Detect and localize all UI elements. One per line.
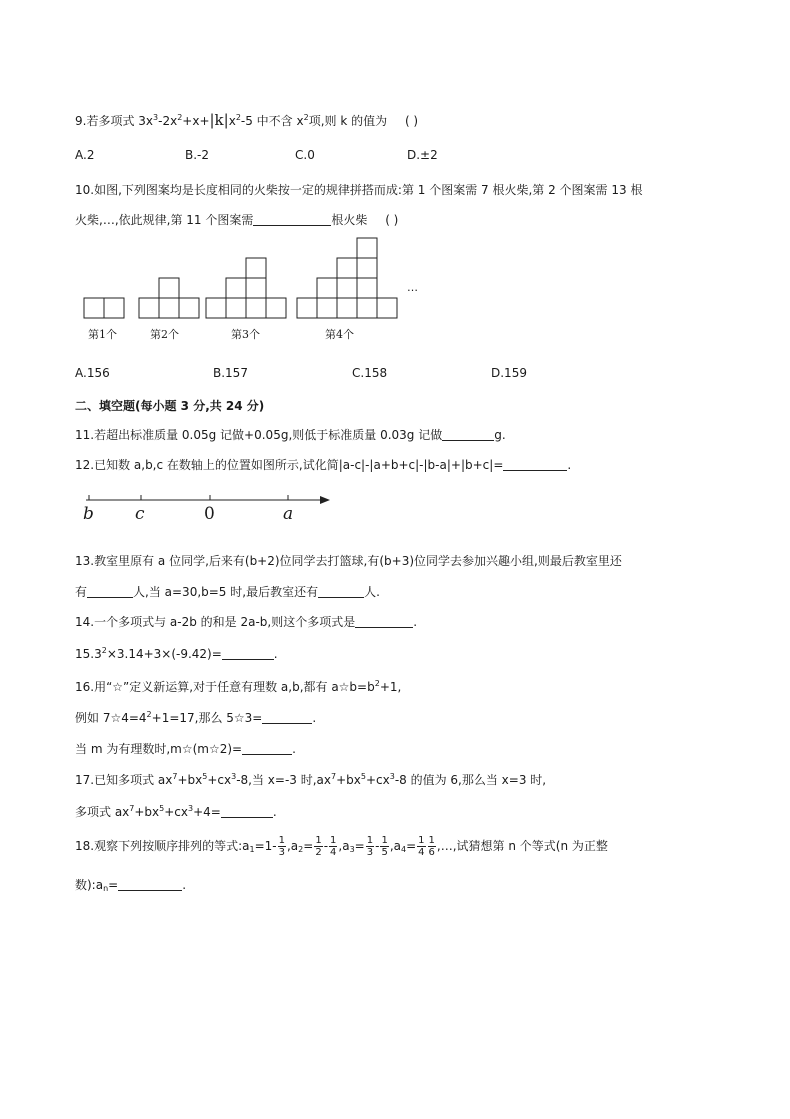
q15-text: ×3.14+3×(-9.42)=	[106, 647, 222, 661]
q9-answer-paren: ( )	[404, 114, 419, 128]
q9-text: 项,则 k 的值为	[308, 114, 388, 128]
figure-label-3: 第3个	[231, 328, 260, 341]
q17-text: +cx	[164, 805, 189, 819]
q16-blank-1	[262, 711, 312, 724]
q16-text: 16.用“☆”定义新运算,对于任意有理数 a,b,都有 a☆b=b	[75, 680, 375, 694]
q9-options	[75, 148, 675, 164]
fraction	[380, 835, 388, 858]
q18-sub: 3	[349, 845, 355, 854]
q17-exp: 3	[231, 772, 237, 781]
q16-text: +1=17,那么 5☆3=	[151, 711, 263, 725]
fraction	[329, 835, 337, 858]
denominator: 5	[381, 847, 388, 858]
q16-line2	[75, 709, 316, 726]
q16-text: +1,	[379, 680, 402, 694]
q16-exp: 2	[146, 710, 152, 719]
q10-answer-paren: ( )	[385, 213, 399, 227]
question-14	[75, 613, 417, 630]
q18-sub: 4	[401, 845, 407, 854]
q11-blank	[442, 428, 494, 441]
q14-text: 14.一个多项式与 a-2b 的和是 2a-b,则这个多项式是	[75, 615, 356, 629]
numerator: 1	[381, 835, 388, 846]
numerator: 1	[278, 835, 285, 846]
q16-exp: 2	[374, 679, 380, 688]
q10-option-a: A.156	[75, 366, 110, 380]
denominator: 3	[278, 847, 285, 858]
q18-text: =	[406, 839, 417, 853]
fraction	[366, 835, 374, 858]
q10-ellipsis: …	[407, 281, 418, 294]
q17-exp: 3	[389, 772, 395, 781]
q12-text: 12.已知数 a,b,c 在数轴上的位置如图所示,试化简|a-c|-|a+b+c|-|b-a|+|b+c|=	[75, 458, 504, 472]
q17-blank	[221, 805, 273, 818]
numerator: 1	[418, 835, 425, 846]
q17-exp: 7	[129, 804, 135, 813]
q10-options	[75, 366, 675, 382]
q16-blank-2	[242, 742, 292, 755]
q18-text: ,a	[338, 839, 350, 853]
q13-text: 有	[75, 585, 88, 599]
q17-line2	[75, 803, 277, 820]
axis-label-b: b	[83, 504, 94, 524]
q18-text: ,a	[389, 839, 401, 853]
q14-blank	[355, 615, 413, 628]
q13-blank-2	[318, 585, 364, 598]
pattern-3	[206, 258, 286, 318]
q9-option-c: C.0	[295, 148, 315, 162]
q18-sub: 1	[249, 845, 255, 854]
q10-line1: 10.如图,下列图案均是长度相同的火柴按一定的规律拼搭而成:第 1 个图案需 7 根火柴,第 2 个图案需 13 根	[75, 183, 643, 197]
q16-line1	[75, 678, 401, 695]
q17-exp: 5	[202, 772, 208, 781]
q18-text: -	[323, 839, 329, 853]
q9-exp: 2	[235, 113, 241, 122]
q18-text: =	[303, 839, 314, 853]
denominator: 6	[428, 847, 435, 858]
pattern-4	[297, 238, 397, 318]
q18-text: =	[108, 878, 119, 892]
q17-text: .	[272, 805, 277, 819]
fraction	[314, 835, 322, 858]
axis-label-a: a	[283, 504, 294, 524]
q17-text: 多项式 ax	[75, 805, 130, 819]
q10-line2	[75, 211, 398, 228]
question-11	[75, 426, 506, 443]
fraction	[278, 835, 286, 858]
q13-text: 人.	[364, 585, 380, 599]
q10-matchstick-patterns	[80, 236, 510, 326]
fraction	[428, 835, 436, 858]
fraction	[417, 835, 425, 858]
numerator: 1	[330, 835, 337, 846]
q9-text: +x+	[182, 114, 210, 128]
q18-text: =	[354, 839, 365, 853]
q17-text: +4=	[193, 805, 221, 819]
q9-option-b: B.-2	[185, 148, 210, 162]
q10-option-c: C.158	[352, 366, 388, 380]
q17-text: +cx	[365, 773, 390, 787]
section-2-heading: 二、填空题(每小题 3 分,共 24 分)	[75, 399, 265, 413]
q18-text: .	[182, 878, 187, 892]
question-9	[75, 111, 418, 129]
q9-abs-k: |k|	[209, 111, 229, 129]
q9-exp: 3	[153, 113, 159, 122]
q9-number: 9.	[75, 114, 87, 128]
q18-sub: 2	[298, 845, 304, 854]
q15-text: 15.3	[75, 647, 102, 661]
figure-label-4: 第4个	[325, 328, 354, 341]
q10-option-d: D.159	[491, 366, 527, 380]
q17-text: +bx	[134, 805, 160, 819]
q10-text: 根火柴	[331, 213, 368, 227]
q10-blank	[253, 213, 331, 226]
denominator: 4	[418, 847, 425, 858]
q16-text: .	[292, 742, 296, 756]
q17-text: -8,当 x=-3 时,ax	[236, 773, 331, 787]
q18-text: ,…,试猜想第 n 个等式(n 为正整	[436, 839, 608, 853]
denominator: 4	[330, 847, 337, 858]
q12-axis-labels	[78, 504, 338, 526]
q13-line2	[75, 583, 380, 600]
q9-text: x	[228, 114, 236, 128]
q17-exp: 7	[331, 772, 337, 781]
numerator: 1	[428, 835, 435, 846]
q9-text: 若多项式 3x	[86, 114, 154, 128]
q18-text: 数):a	[75, 878, 104, 892]
q11-text: 11.若超出标准质量 0.05g 记做+0.05g,则低于标准质量 0.03g 记做	[75, 428, 443, 442]
q17-text: 17.已知多项式 ax	[75, 773, 173, 787]
q15-blank	[222, 647, 274, 660]
q18-line1	[75, 835, 608, 858]
q13-blank-1	[87, 585, 133, 598]
q17-exp: 7	[172, 772, 178, 781]
numerator: 1	[366, 835, 374, 846]
q9-exp: 2	[177, 113, 183, 122]
q17-text: -8 的值为 6,那么当 x=3 时,	[394, 773, 547, 787]
q10-option-b: B.157	[213, 366, 248, 380]
q14-text: .	[413, 615, 418, 629]
q15-exp: 2	[101, 646, 107, 655]
q16-text: 当 m 为有理数时,m☆(m☆2)=	[75, 742, 243, 756]
denominator: 3	[366, 847, 374, 858]
q17-text: +cx	[207, 773, 232, 787]
pattern-1	[84, 298, 124, 318]
q9-exp: 2	[303, 113, 309, 122]
q11-text: g.	[494, 428, 506, 442]
q12-blank	[503, 458, 567, 471]
q16-text: 例如 7☆4=4	[75, 711, 147, 725]
q9-text: -5 中不含 x	[240, 114, 304, 128]
q17-text: +bx	[177, 773, 203, 787]
q10-text: 火柴,…,依此规律,第 11 个图案需	[75, 213, 254, 227]
q18-text: =1-	[254, 839, 277, 853]
q13-line1: 13.教室里原有 a 位同学,后来有(b+2)位同学去打篮球,有(b+3)位同学去参加兴趣小组,则最后教室里还	[75, 554, 622, 568]
q18-text: ,a	[286, 839, 299, 853]
q12-text: .	[567, 458, 572, 472]
q9-option-a: A.2	[75, 148, 95, 162]
axis-label-0: 0	[204, 504, 215, 524]
q15-text: .	[273, 647, 278, 661]
q9-text: -2x	[158, 114, 178, 128]
q10-figure-labels	[80, 326, 500, 342]
pattern-2	[139, 278, 199, 318]
denominator: 2	[315, 847, 322, 858]
q13-text: 人,当 a=30,b=5 时,最后教室还有	[133, 585, 319, 599]
q18-sub: n	[103, 884, 109, 893]
q18-text: -	[375, 839, 380, 853]
q18-line2	[75, 876, 186, 893]
q16-text: .	[312, 711, 317, 725]
q17-text: +bx	[336, 773, 361, 787]
axis-label-c: c	[135, 504, 145, 524]
q17-exp: 3	[188, 804, 194, 813]
q18-text: 18.观察下列按顺序排列的等式:a	[75, 839, 250, 853]
q18-blank	[118, 878, 182, 891]
figure-label-2: 第2个	[150, 328, 179, 341]
figure-label-1: 第1个	[88, 328, 117, 341]
q17-exp: 5	[360, 772, 366, 781]
q17-line1	[75, 771, 546, 788]
q17-exp: 5	[159, 804, 165, 813]
q9-option-d: D.±2	[407, 148, 438, 162]
question-12	[75, 456, 571, 473]
numerator: 1	[315, 835, 322, 846]
question-15	[75, 647, 278, 661]
q16-line3	[75, 740, 296, 757]
